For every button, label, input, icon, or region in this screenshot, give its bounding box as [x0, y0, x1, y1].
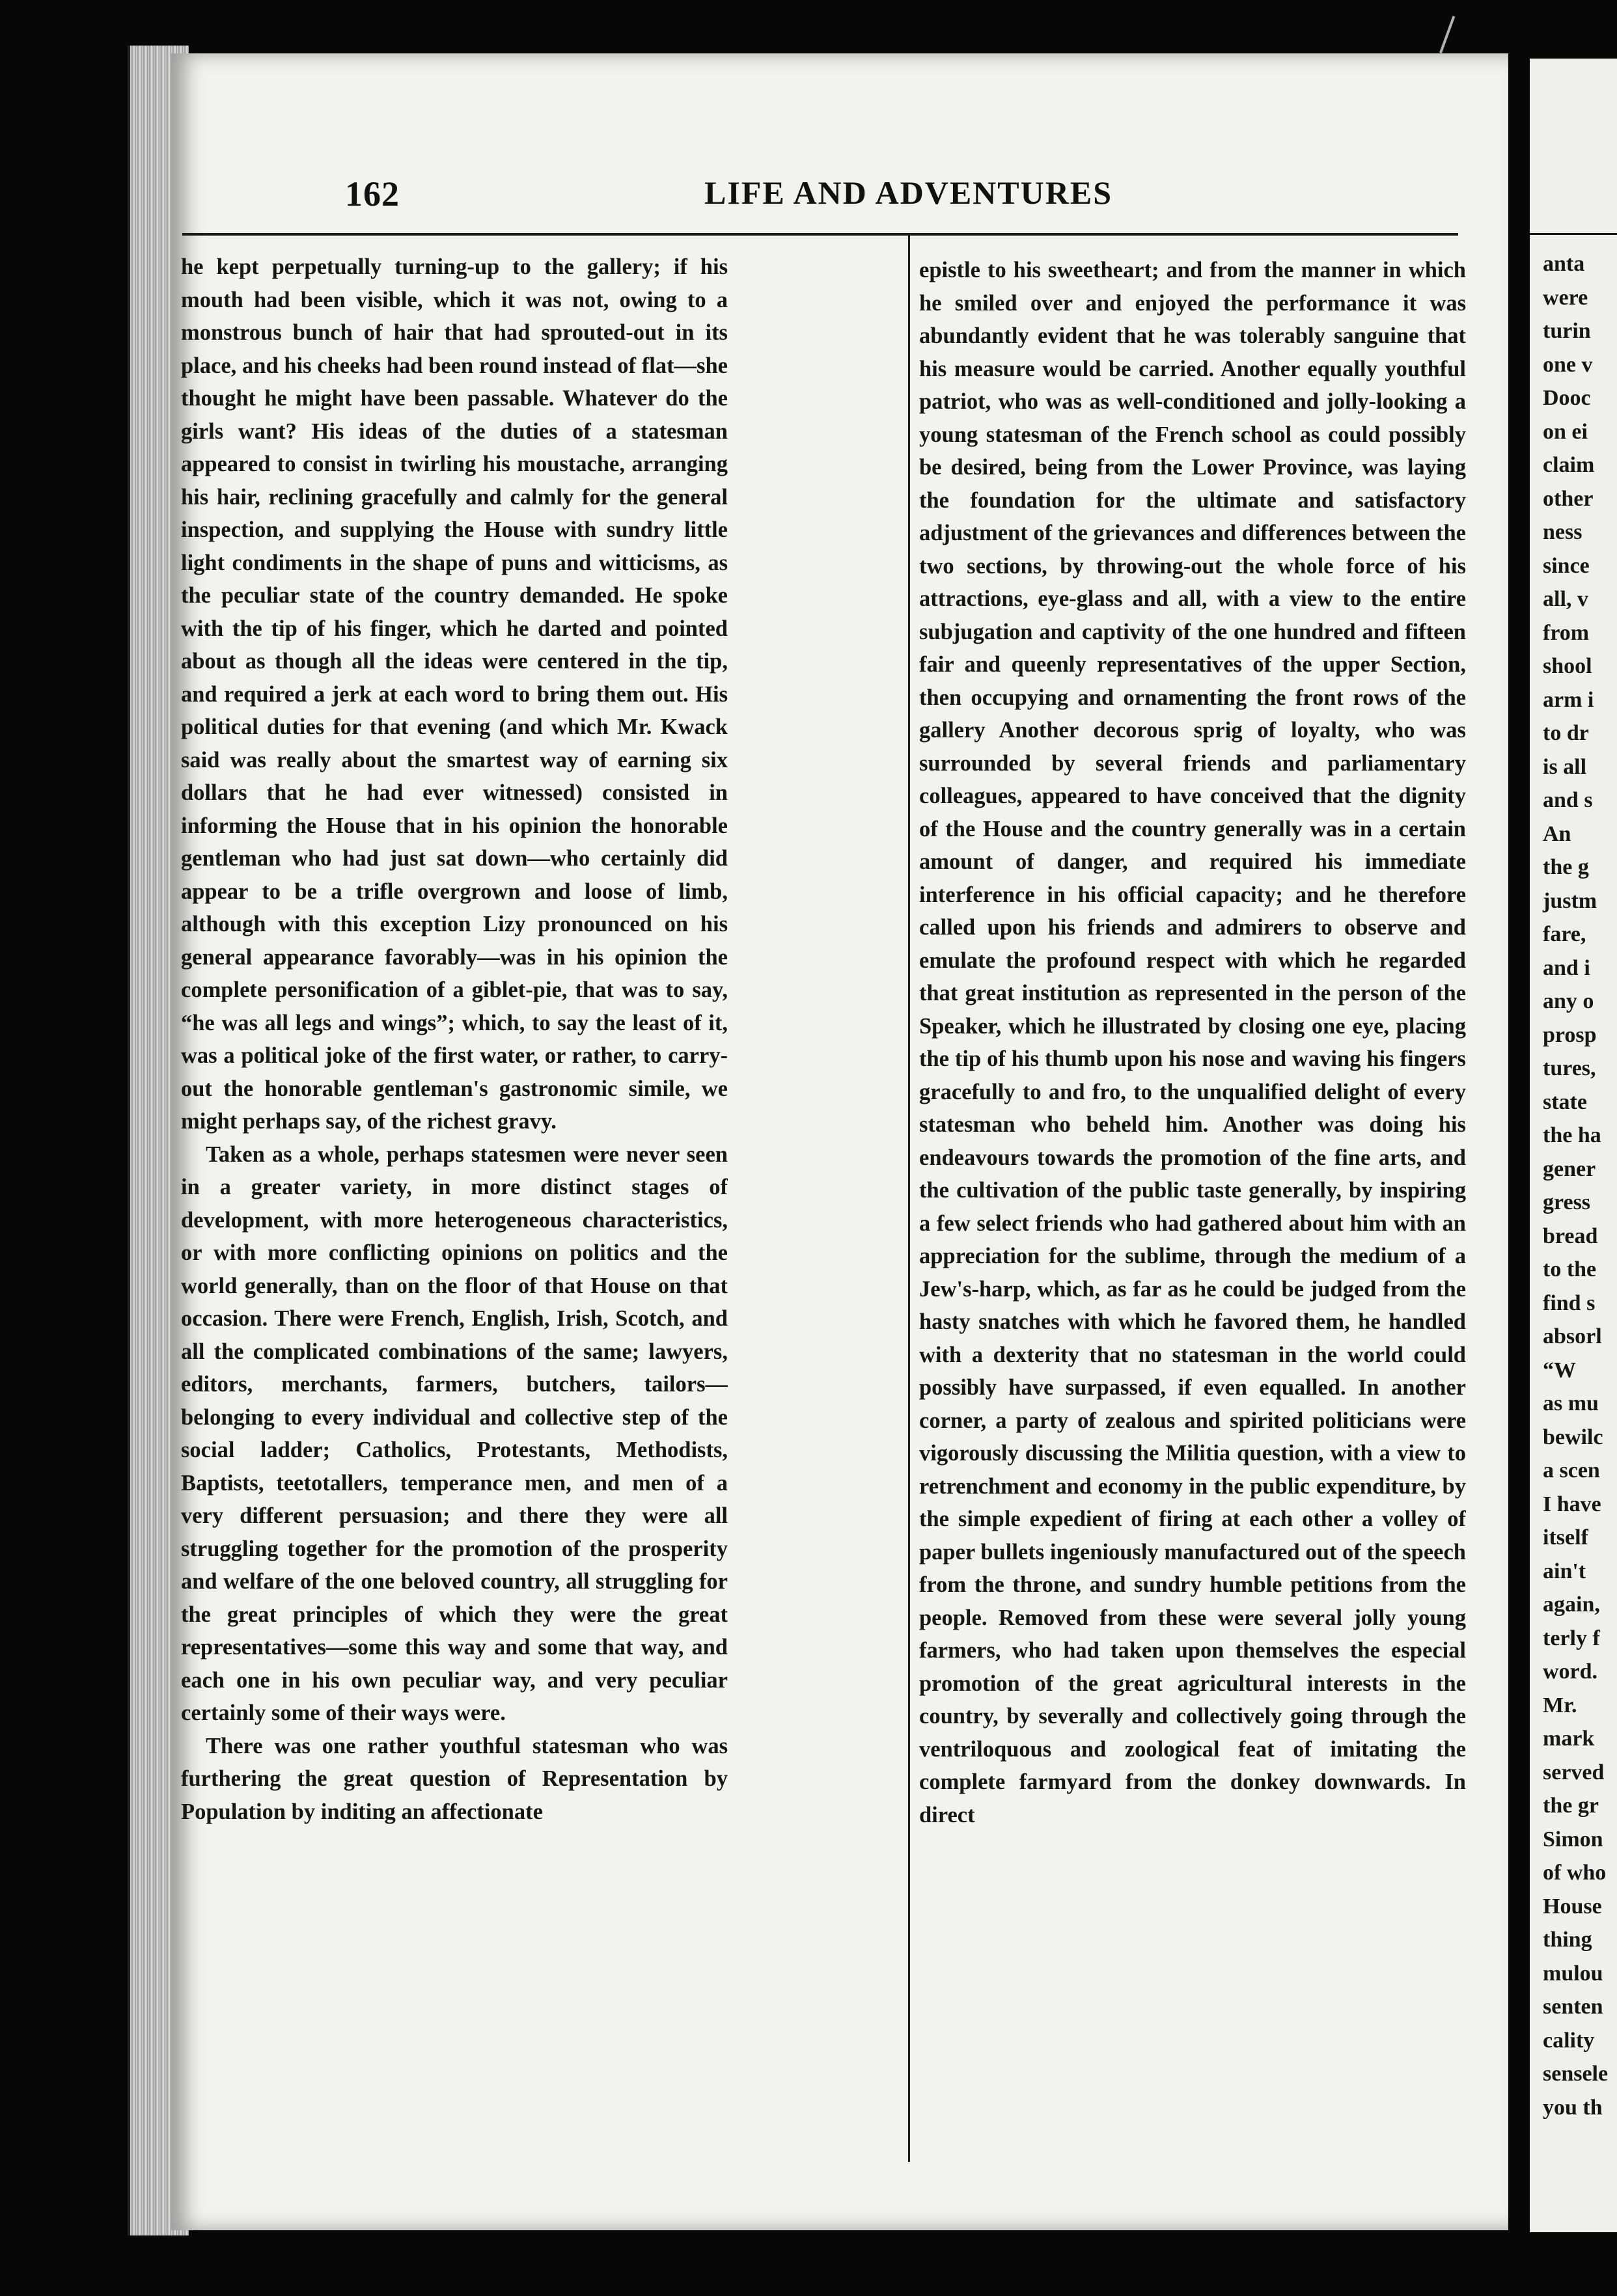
page-number: 162 — [345, 174, 400, 213]
facing-line: ain't — [1543, 1559, 1586, 1583]
facing-line: mark — [1543, 1727, 1595, 1751]
running-title: LIFE AND ADVENTURES — [704, 174, 1113, 211]
facing-line: absorl — [1543, 1324, 1602, 1348]
facing-line: word. — [1543, 1660, 1598, 1684]
facing-line: the g — [1543, 855, 1589, 879]
facing-line: claim — [1543, 453, 1595, 477]
facing-line: ness — [1543, 520, 1582, 544]
facing-line: is all — [1543, 754, 1587, 779]
facing-line: bread — [1543, 1223, 1598, 1248]
facing-line: Dooc — [1543, 386, 1591, 410]
paragraph: Taken as a whole, perhaps statesmen were never seen in a greater variety, in more distinct stages of development, with more heterogeneous characteristics, or with more conflicting opinions on politics and the world generally, than on the floor of that House on that occasion. There were French, English, Irish, Scotch, and all the complicated combinations of the same; lawyers, editors, merchants, farmers, butchers, tailors—belonging to every individual and collective step of the social ladder; Catholics, Protestants, Methodists, Baptists, teetotallers, temperance men, and men of a very different persuasion; and there they were all struggling together for the promotion of the prosperity and welfare of the one beloved country, all struggling for the great principles of which they were the great representatives—some this way and some that way, and each one in his own peculiar way, and very peculiar certainly some of their ways were. — [181, 1141, 728, 1725]
facing-line: House — [1543, 1894, 1602, 1919]
facing-line: to dr — [1543, 721, 1589, 745]
facing-line: bewilc — [1543, 1425, 1603, 1449]
facing-line: state — [1543, 1089, 1587, 1114]
facing-line: gress — [1543, 1190, 1591, 1214]
facing-line: justm — [1543, 888, 1597, 913]
facing-line: since — [1543, 553, 1590, 578]
paragraph: epistle to his sweetheart; and from the manner in which he smiled over and enjoyed the performance it was abundantly evident that he was tolerably sanguine that his measure would be carried. Another equally youthful patriot, who was as well-conditioned and jolly-looking a young statesman of the French school as could possibly be desired, being from the Lower Province, was laying the foundation for the ultimate and satisfactory adjustment of the grievances and differences between the two sections, by throwing-out the whole force of his attractions, eye-glass and all, with a view to the entire subjugation and captivity of the one hundred and fifteen fair and queenly representatives of the upper Section, then occupying and ornamenting the front rows of the gallery Another decorous sprig of loyalty, who was surrounded by several friends and parliamentary colleagues, appeared to have conceived that the dignity of the House and the country generally was in a certain amount of danger, and required his immediate interference in his official capacity; and he therefore called upon his friends and admirers to observe and emulate the profound respect with which he regarded that great institution as represented in the person of the Speaker, which he illustrated by closing one eye, placing the tip of his thumb upon his nose and waving his fingers gracefully to and fro, to the unqualified delight of every statesman who beheld him. Another was doing his endeavours towards the promotion of the fine arts, and the cultivation of the public taste generally, by inspiring a few select friends who had gathered about him with an appreciation for the sublime, through the medium of a Jew's-harp, which, as far as he could be judged from the hasty snatches with which he favored them, he handled with a dexterity that no statesman in the world could possibly have surpassed, if even equalled. In another corner, a party of zealous and spirited politicians were vigorously discussing the Militia question, with a view to retrenchment and economy in the public expenditure, by the simple expedient of firing at each other a volley of paper bullets ingeniously manufactured out of the speech from the throne, and sundry humble petitions from the people. Removed from these were several jolly young farmers, who had taken upon themselves the especial promotion of the great agricultural interests in the country, by severally and collectively going through the ventriloquous and zoological feat of imitating the complete farmyard from the donkey downwards. In direct — [919, 258, 1466, 1827]
facing-line: on ei — [1543, 419, 1588, 444]
facing-line: turin — [1543, 319, 1591, 343]
facing-line: a scen — [1543, 1458, 1600, 1483]
facing-line: one v — [1543, 352, 1593, 377]
facing-line: An — [1543, 821, 1571, 846]
paragraph: he kept perpetually turning-up to the gallery; if his mouth had been visible, which it was not, owing to a monstrous bunch of hair that had sprouted-out in its place, and his cheeks had been round instead of flat—she thought he might have been passable. Whatever do the girls want? His ideas of the duties of a statesman appeared to consist in twirling his moustache, arranging his hair, reclining gracefully and calmly for the general inspection, and supplying the House with sundry little light condiments in the shape of puns and witticisms, as the peculiar state of the country demanded. He spoke with the tip of his finger, which he darted and pointed about as though all the ideas were centered in the tip, and required a jerk at each word to bring them out. His political duties for that evening (and which Mr. Kwack said was really about the smartest way of earning six dollars that he had ever witnessed) consisted in informing the House that in his opinion the honorable gentleman who had just sat down—who certainly did appear to be a trifle overgrown and loose of limb, although with this exception Lizy pronounced on his general appearance favorably—was in his opinion the complete personification of a giblet-pie, that was to say, “he was all legs and wings”; which, to say the least of it, was a political joke of the first water, or rather, to carry-out the honorable gentleman's gastronomic simile, we might perhaps say, of the richest gravy. — [181, 254, 728, 1134]
facing-line: tures, — [1543, 1056, 1596, 1080]
facing-line: senten — [1543, 1995, 1603, 2019]
facing-line: of who — [1543, 1861, 1607, 1885]
running-head — [171, 174, 1508, 226]
facing-line: served — [1543, 1760, 1605, 1784]
facing-line: “W — [1543, 1358, 1576, 1382]
facing-line: and i — [1543, 955, 1590, 980]
facing-line: itself — [1543, 1525, 1588, 1550]
facing-line: cality — [1543, 2028, 1595, 2053]
facing-line: terly f — [1543, 1626, 1600, 1650]
facing-page-text — [1543, 247, 1617, 2124]
facing-line: Simon — [1543, 1827, 1603, 1852]
facing-line: prosp — [1543, 1022, 1597, 1047]
facing-line: as mu — [1543, 1391, 1599, 1415]
facing-line: find s — [1543, 1291, 1596, 1315]
facing-line: arm i — [1543, 687, 1594, 712]
facing-line: any o — [1543, 989, 1594, 1013]
left-column — [181, 251, 728, 2164]
facing-line: again, — [1543, 1592, 1600, 1617]
facing-page — [1530, 59, 1617, 2232]
facing-line: other — [1543, 486, 1594, 511]
facing-line: shool — [1543, 654, 1592, 678]
facing-line: you th — [1543, 2095, 1603, 2120]
column-divider — [908, 236, 910, 2162]
facing-line: the gr — [1543, 1794, 1599, 1818]
facing-line: and s — [1543, 788, 1593, 812]
facing-line: were — [1543, 285, 1588, 310]
facing-line: fare, — [1543, 922, 1586, 946]
facing-line: all, v — [1543, 587, 1588, 611]
facing-line: gener — [1543, 1156, 1596, 1181]
facing-line: I have — [1543, 1492, 1601, 1516]
facing-header-rule — [1530, 233, 1617, 235]
facing-line: from — [1543, 620, 1590, 645]
facing-line: thing — [1543, 1928, 1592, 1952]
facing-line: anta — [1543, 252, 1585, 276]
right-column — [919, 254, 1466, 2167]
facing-line: Mr. — [1543, 1693, 1577, 1717]
facing-line: mulou — [1543, 1961, 1603, 1986]
facing-line: to the — [1543, 1257, 1597, 1281]
header-rule — [182, 233, 1458, 236]
paragraph: There was one rather youthful statesman who was furthering the great question of Representation by Population by inditing an affectionate — [181, 1733, 728, 1824]
facing-line: sensele — [1543, 2062, 1609, 2086]
facing-line: the ha — [1543, 1123, 1601, 1147]
